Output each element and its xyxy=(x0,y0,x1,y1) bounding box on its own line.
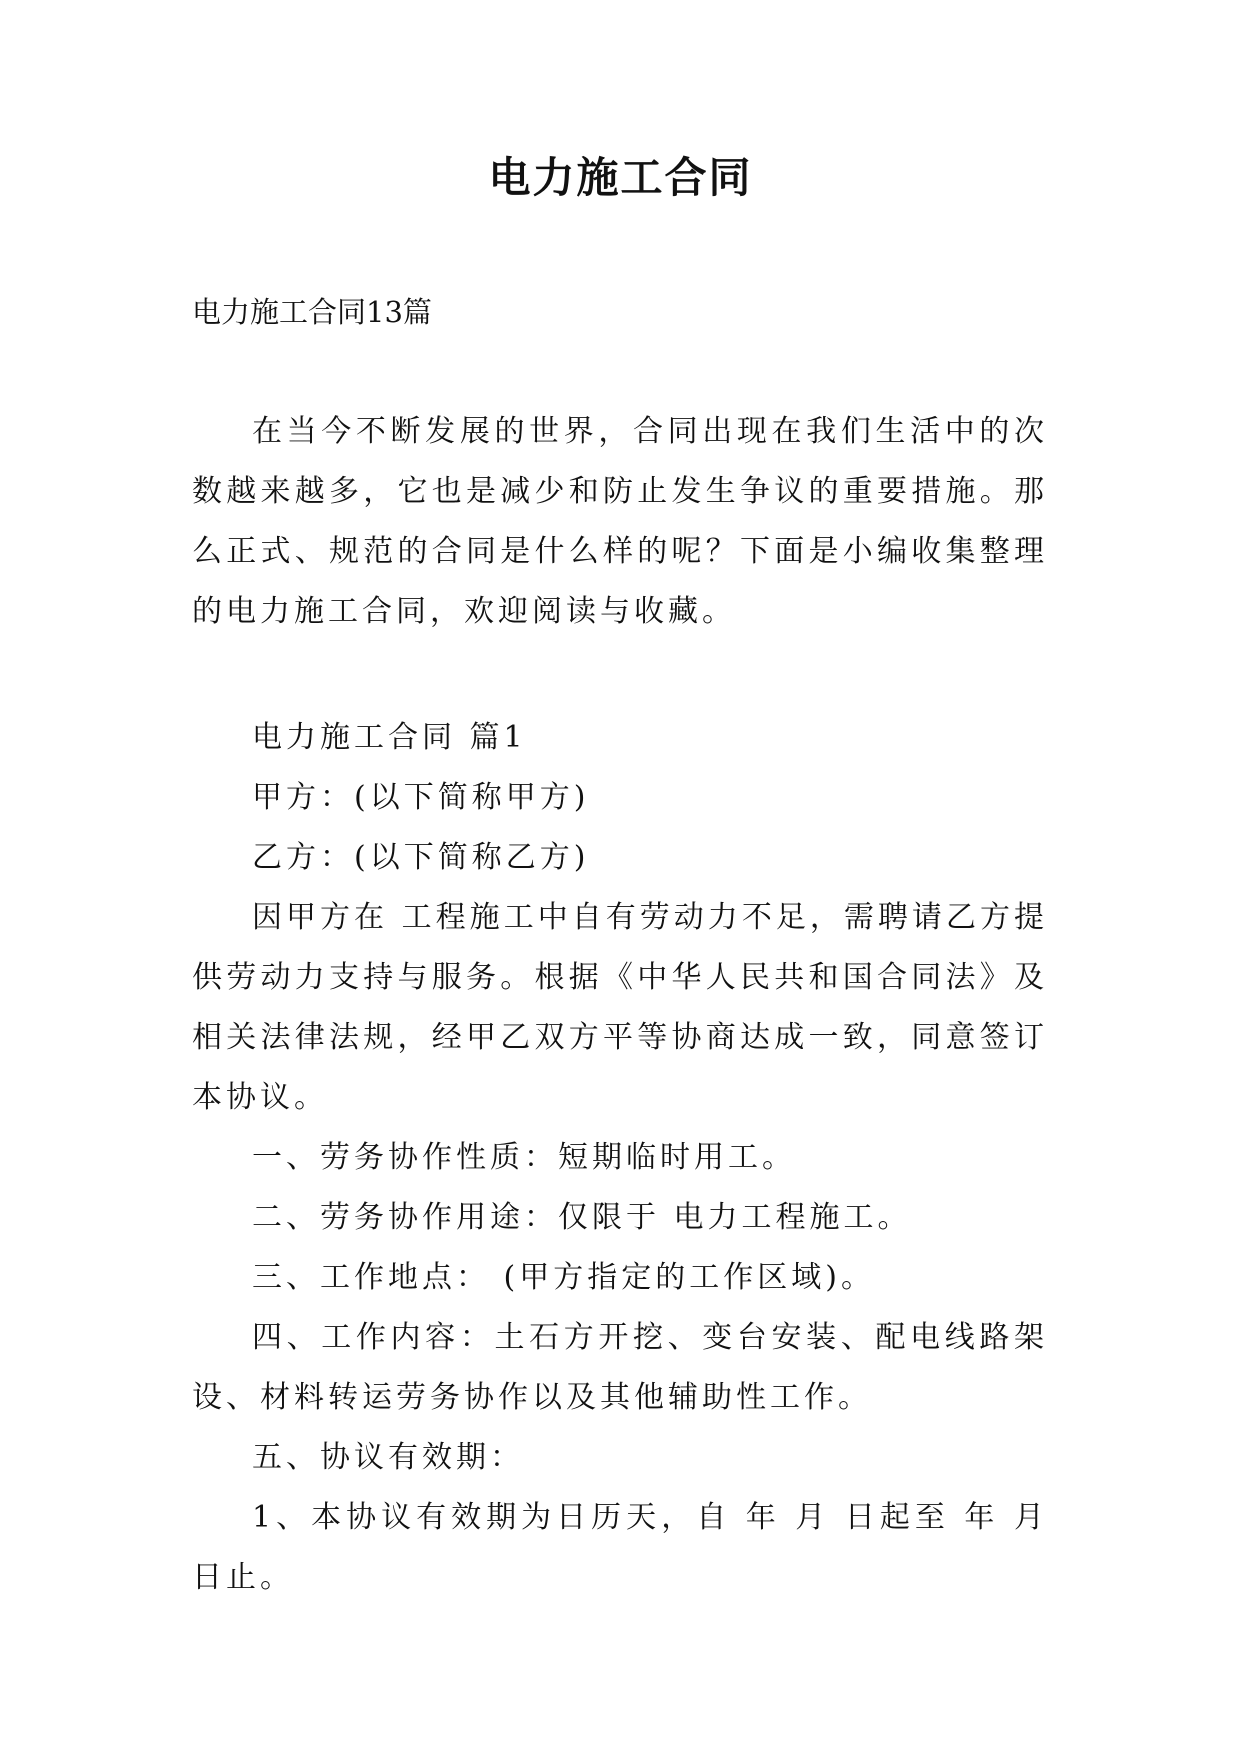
party-a-line: 甲方：(以下简称甲方) xyxy=(252,780,590,815)
intro-paragraph: 在当今不断发展的世界，合同出现在我们生活中的次数越来越多，它也是减少和防止发生争议的重要措施。那么正式、规范的合同是什么样的呢？下面是小编收集整理的电力施工合同，欢迎阅读与收藏。 xyxy=(192,414,1048,629)
document-title: 电力施工合同 xyxy=(488,153,753,202)
clause-4: 四、工作内容：土石方开挖、变台安装、配电线路架设、材料转运劳务协作以及其他辅助性工作。 xyxy=(192,1320,1048,1415)
clause-1: 一、劳务协作性质：短期临时用工。 xyxy=(252,1140,796,1175)
clause-3: 三、工作地点： (甲方指定的工作区域)。 xyxy=(252,1260,875,1295)
paragraph-gap xyxy=(192,642,1048,708)
preamble-paragraph: 因甲方在 工程施工中自有劳动力不足，需聘请乙方提供劳动力支持与服务。根据《中华人民共和国合同法》及相关法律法规，经甲乙双方平等协商达成一致，同意签订本协议。 xyxy=(192,900,1048,1115)
clause-5: 五、协议有效期： xyxy=(252,1440,524,1475)
document-body xyxy=(192,402,1048,1608)
clause-5-1: 1、本协议有效期为日历天，自 年 月 日起至 年 月日止。 xyxy=(192,1500,1048,1595)
document-subtitle: 电力施工合同13篇 xyxy=(192,295,432,329)
section-heading: 电力施工合同 篇1 xyxy=(252,720,527,755)
party-b-line: 乙方：(以下简称乙方) xyxy=(252,840,590,875)
clause-2: 二、劳务协作用途：仅限于 电力工程施工。 xyxy=(252,1200,912,1235)
